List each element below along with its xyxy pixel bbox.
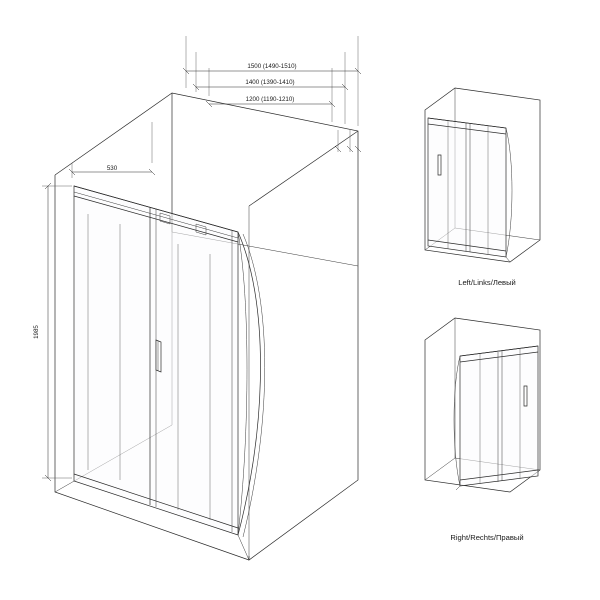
right-view-handle — [524, 386, 527, 406]
dim-label-1400: 1400 (1390-1410) — [245, 79, 295, 86]
left-view-handle — [438, 155, 441, 175]
left-orientation-geometry — [425, 88, 540, 262]
right-view-caption: Right/Rechts/Правый — [450, 533, 524, 542]
dim-label-1985: 1985 — [33, 325, 40, 339]
main-enclosure-geometry — [55, 93, 358, 560]
dim-label-1500: 1500 (1490-1510) — [247, 63, 297, 70]
dim-label-530: 530 — [106, 165, 118, 172]
right-orientation-geometry — [425, 318, 540, 492]
door-handle — [156, 340, 161, 372]
top-dimension-lines — [183, 36, 361, 152]
height-dimension-1985 — [42, 183, 72, 481]
left-view-caption: Left/Links/Левый — [458, 278, 516, 287]
dim-label-1200: 1200 (1190-1210) — [245, 96, 295, 103]
